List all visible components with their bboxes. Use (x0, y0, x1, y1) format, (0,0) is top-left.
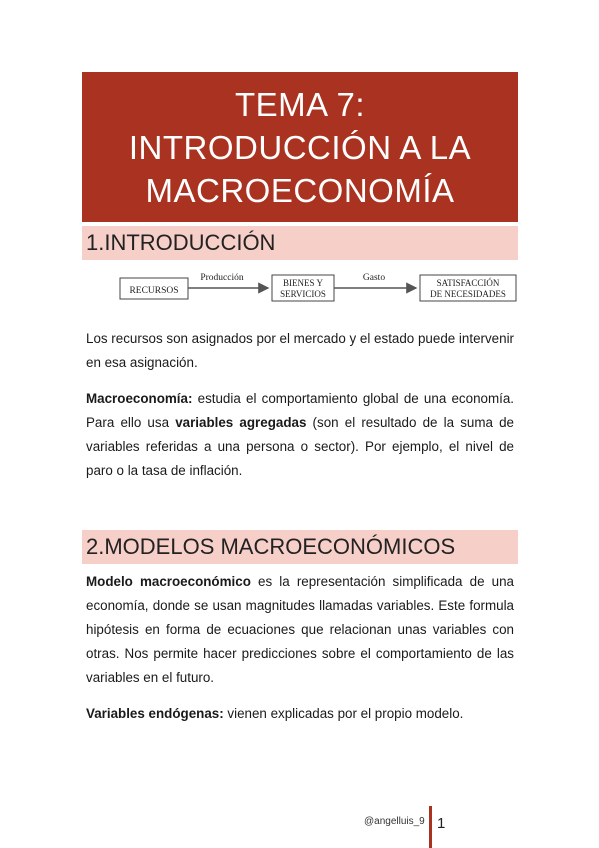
node-bienes-label-2: SERVICIOS (280, 289, 326, 299)
title-line-3: MACROECONOMÍA (145, 171, 455, 209)
node-recursos-label: RECURSOS (129, 286, 179, 296)
page-number: 1 (437, 815, 446, 832)
modelo-paragraph (86, 570, 514, 690)
edge-gasto-label: Gasto (362, 273, 386, 283)
node-satisfaccion-label-1: SATISFACCIÓN (436, 278, 500, 288)
section-heading-introduccion: 1.INTRODUCCIÓN (82, 226, 518, 260)
footer-divider (429, 806, 432, 848)
section-heading-modelos: 2.MODELOS MACROECONÓMICOS (82, 530, 518, 564)
macroeconomia-text-2: (son el resultado de la suma de variables referidas a una persona o sector). Por ejemplo, el nivel de paro o la tasa de inflación. (86, 415, 514, 478)
edge-produccion-label: Producción (200, 273, 244, 283)
macroeconomia-paragraph (86, 387, 514, 483)
intro-paragraph: Los recursos son asignados por el mercado y el estado puede intervenir en esa asignación. (86, 331, 515, 370)
flow-diagram (118, 266, 522, 306)
title-line-2: INTRODUCCIÓN A LA (128, 128, 472, 166)
variables-agregadas-term: variables agregadas (175, 415, 307, 430)
macroeconomia-term: Macroeconomía: (86, 391, 193, 406)
node-bienes-label-1: BIENES Y (283, 278, 323, 288)
macroeconomia-text-1: estudia el comportamiento global de una economía. Para ello usa (86, 391, 514, 430)
modelo-text: es la representación simplificada de una economía, donde se usan magnitudes llamadas variables. Este formula hipótesis en forma de ecuaciones que relacionan unas variables con otras. Nos permite hacer predicciones sobre el comportamiento de las variables en el futuro. (86, 574, 514, 685)
endogenas-paragraph (86, 702, 514, 726)
title-line-1: TEMA 7: (234, 85, 366, 123)
modelo-term: Modelo macroeconómico (86, 574, 251, 589)
node-satisfaccion-label-2: DE NECESIDADES (430, 289, 506, 299)
footer-author: @angelluis_9 (364, 816, 425, 827)
endogenas-text: vienen explicadas por el propio modelo. (223, 706, 464, 721)
endogenas-term: Variables endógenas: (86, 706, 224, 721)
title-banner (82, 72, 518, 222)
